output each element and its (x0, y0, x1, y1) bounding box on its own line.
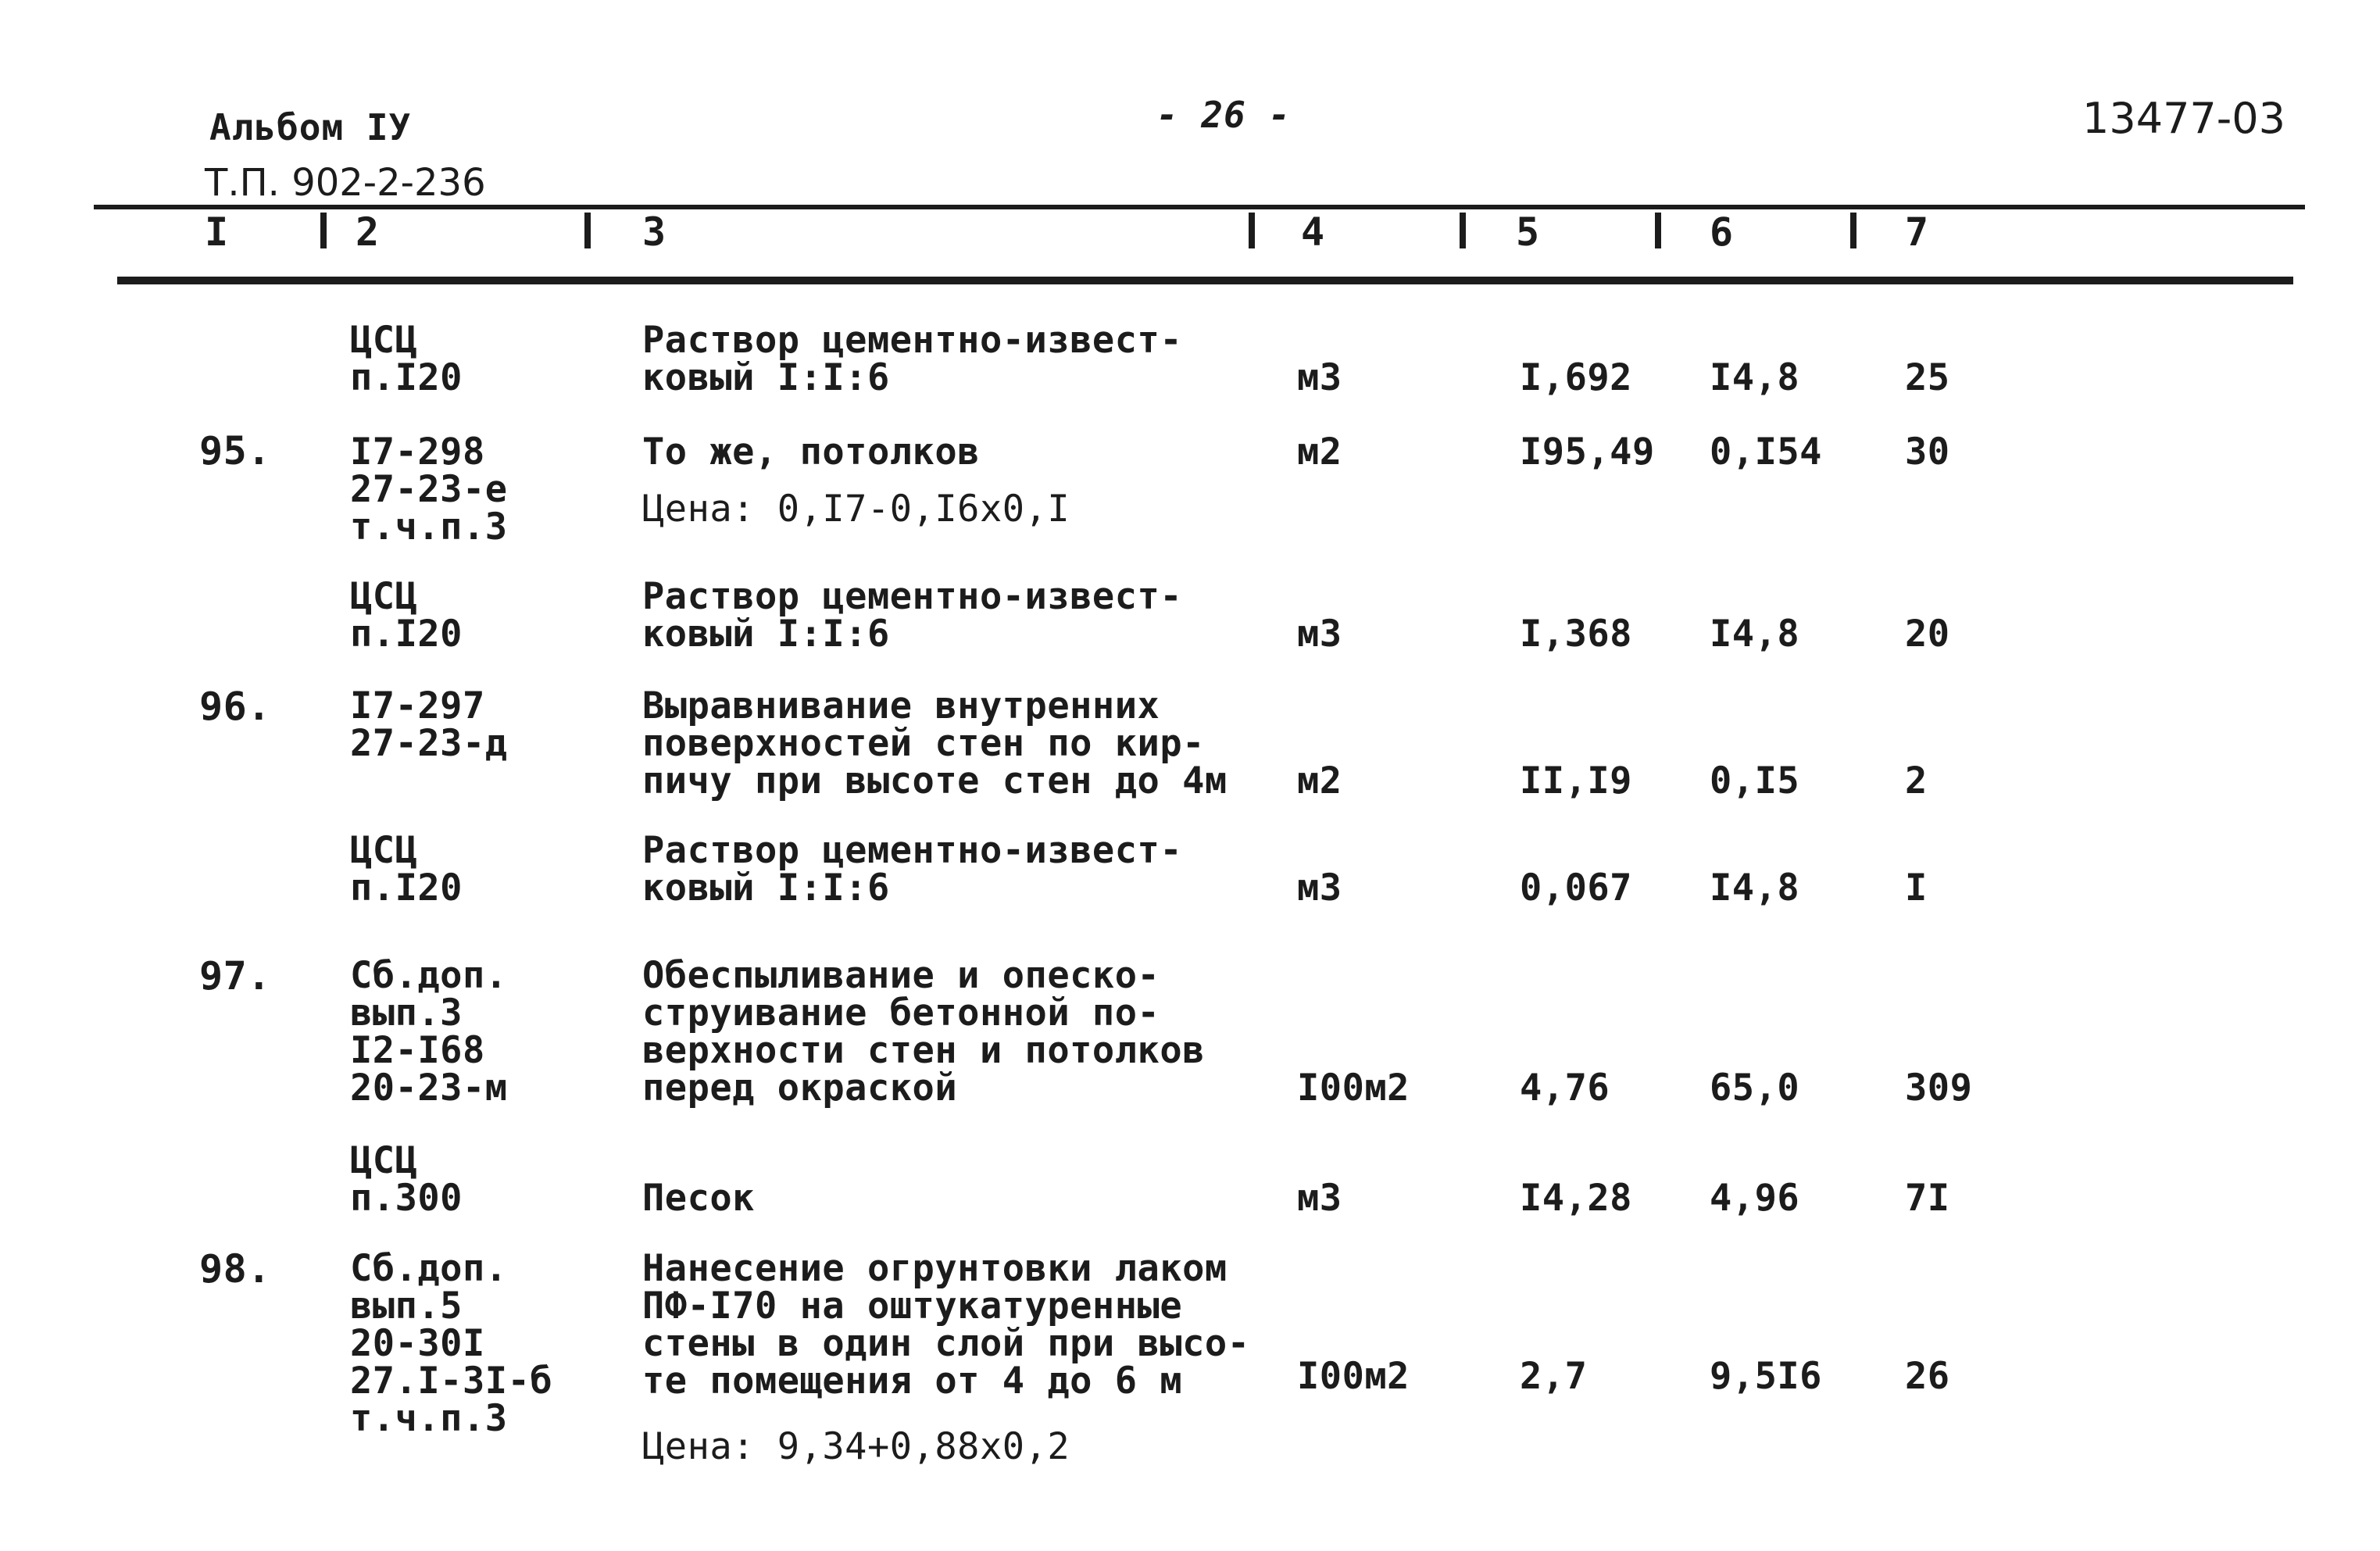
code-line: 27.I-3I-б (350, 1360, 553, 1403)
row-price: I4,8 (1710, 867, 1800, 910)
row-number: 98. (199, 1246, 271, 1292)
description-line: ПФ-I70 на оштукатуренные (642, 1285, 1183, 1328)
row-total: 30 (1905, 431, 1950, 474)
code-line: ЦСЦ (350, 829, 418, 872)
code-line: п.I20 (350, 613, 463, 656)
row-description (642, 575, 1183, 656)
row-code (350, 684, 508, 765)
code-line: 27-23-д (350, 722, 508, 765)
description-line: стены в один слой при высо- (642, 1322, 1250, 1365)
column-header-1: I (205, 209, 229, 255)
description-line: ковый I:I:6 (642, 613, 890, 656)
row-code (350, 575, 463, 656)
code-line: п.I20 (350, 867, 463, 910)
description-line: Раствор цементно-извест- (642, 319, 1183, 362)
row-total: 20 (1905, 613, 1950, 656)
description-line: Раствор цементно-извест- (642, 575, 1183, 618)
column-separator (1850, 213, 1856, 248)
price-note: Цена: 0,I7-0,I6х0,I (642, 488, 1070, 531)
description-line: Выравнивание внутренних (642, 684, 1160, 727)
code-line: ЦСЦ (350, 319, 418, 362)
column-header-4: 4 (1301, 209, 1325, 255)
row-number: 97. (199, 953, 271, 999)
code-line: ЦСЦ (350, 575, 418, 618)
column-separator (584, 213, 591, 248)
row-code (350, 1139, 463, 1220)
album-label: Альбом IУ (209, 106, 412, 148)
row-code (350, 431, 508, 549)
row-code (350, 954, 508, 1110)
row-unit: м3 (1297, 867, 1342, 910)
header-top-rule (94, 205, 2305, 209)
row-price: I4,8 (1710, 356, 1800, 399)
row-total: 26 (1905, 1355, 1950, 1398)
row-unit: м3 (1297, 356, 1342, 399)
code-line: I7-297 (350, 684, 485, 727)
row-quantity: 0,067 (1520, 867, 1632, 910)
row-total: 309 (1905, 1067, 1973, 1110)
code-line: Сб.доп. (350, 1247, 508, 1290)
code-line: I2-I68 (350, 1029, 485, 1072)
row-price: 9,5I6 (1710, 1355, 1822, 1398)
row-price: 65,0 (1710, 1067, 1800, 1110)
column-separator (1655, 213, 1661, 248)
column-header-7: 7 (1905, 209, 1929, 255)
row-description (642, 1247, 1250, 1403)
row-price: 0,I54 (1710, 431, 1822, 474)
description-line: пичу при высоте стен до 4м (642, 759, 1228, 802)
row-total: 25 (1905, 356, 1950, 399)
code-line: п.I20 (350, 356, 463, 399)
row-unit: м2 (1297, 431, 1342, 474)
code-line: т.ч.п.3 (350, 506, 508, 549)
row-quantity: I,368 (1520, 613, 1632, 656)
project-number: Т.П. 902-2-236 (205, 161, 486, 205)
row-quantity: I95,49 (1520, 431, 1655, 474)
row-unit: м2 (1297, 759, 1342, 802)
code-line: Сб.доп. (350, 954, 508, 997)
description-line: перед окраской (642, 1067, 958, 1110)
description-line: ковый I:I:6 (642, 356, 890, 399)
column-separator (1460, 213, 1466, 248)
row-description (642, 1177, 755, 1220)
row-price: 0,I5 (1710, 759, 1800, 802)
code-line: вып.3 (350, 992, 463, 1035)
description-line: Песок (642, 1177, 755, 1220)
row-total: 2 (1905, 759, 1928, 802)
row-description (642, 829, 1183, 910)
row-unit: м3 (1297, 1177, 1342, 1220)
row-description (642, 954, 1205, 1110)
document-code: 13477-03 (2082, 94, 2285, 143)
row-price: I4,8 (1710, 613, 1800, 656)
code-line: 20-30I (350, 1322, 485, 1365)
description-line: То же, потолков (642, 431, 980, 474)
row-quantity: 2,7 (1520, 1355, 1588, 1398)
row-total: 7I (1905, 1177, 1950, 1220)
row-code (350, 1247, 553, 1440)
column-header-5: 5 (1516, 209, 1540, 255)
description-line: Нанесение огрунтовки лаком (642, 1247, 1228, 1290)
row-unit: м3 (1297, 613, 1342, 656)
code-line: т.ч.п.3 (350, 1397, 508, 1440)
row-unit: I00м2 (1297, 1355, 1410, 1398)
column-header-3: 3 (642, 209, 666, 255)
row-quantity: I4,28 (1520, 1177, 1632, 1220)
description-line: те помещения от 4 до 6 м (642, 1360, 1183, 1403)
row-unit: I00м2 (1297, 1067, 1410, 1110)
row-description (642, 684, 1228, 802)
row-code (350, 319, 463, 399)
column-separator (320, 213, 327, 248)
row-code (350, 829, 463, 910)
row-total: I (1905, 867, 1928, 910)
description-line: струивание бетонной по- (642, 992, 1160, 1035)
code-line: ЦСЦ (350, 1139, 418, 1182)
code-line: 27-23-е (350, 468, 508, 511)
row-number: 96. (199, 684, 271, 729)
row-quantity: I,692 (1520, 356, 1632, 399)
description-line: ковый I:I:6 (642, 867, 890, 910)
column-header-6: 6 (1710, 209, 1734, 255)
row-description (642, 319, 1183, 399)
column-header-2: 2 (356, 209, 380, 255)
description-line: Раствор цементно-извест- (642, 829, 1183, 872)
code-line: I7-298 (350, 431, 485, 474)
price-note: Цена: 9,34+0,88х0,2 (642, 1425, 1070, 1468)
code-line: 20-23-м (350, 1067, 508, 1110)
row-quantity: 4,76 (1520, 1067, 1610, 1110)
header-bottom-rule (117, 277, 2293, 284)
code-line: п.300 (350, 1177, 463, 1220)
code-line: вып.5 (350, 1285, 463, 1328)
description-line: верхности стен и потолков (642, 1029, 1205, 1072)
page-number: - 26 - (1156, 94, 1292, 136)
column-separator (1249, 213, 1255, 248)
row-price: 4,96 (1710, 1177, 1800, 1220)
row-description (642, 431, 980, 474)
description-line: Обеспыливание и опеско- (642, 954, 1160, 997)
description-line: поверхностей стен по кир- (642, 722, 1205, 765)
row-number: 95. (199, 428, 271, 474)
row-quantity: II,I9 (1520, 759, 1632, 802)
